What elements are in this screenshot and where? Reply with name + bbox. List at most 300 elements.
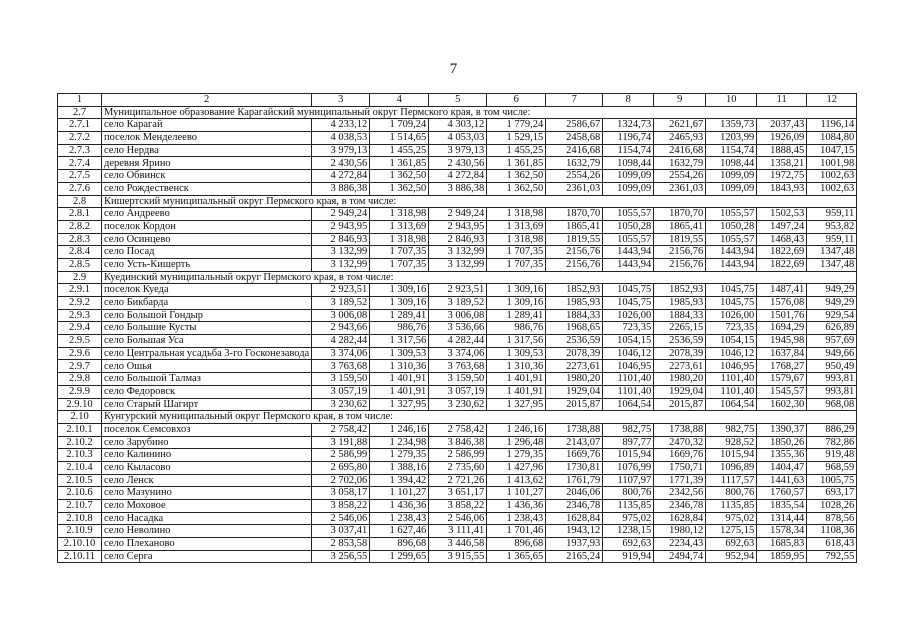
tariff-value-cell: 2 943,95 <box>312 220 370 233</box>
section-header-row <box>58 411 857 424</box>
section-header-row <box>58 106 857 119</box>
tariff-value-cell: 1870,70 <box>546 208 603 221</box>
tariff-value-cell: 1888,45 <box>757 144 807 157</box>
tariff-value-cell: 1101,40 <box>603 373 654 386</box>
section-code: 2.10 <box>58 411 102 424</box>
tariff-value-cell: 1238,15 <box>603 525 654 538</box>
tariff-value-cell: 1980,12 <box>654 525 706 538</box>
tariff-value-cell: 1015,94 <box>603 449 654 462</box>
table-body <box>58 94 857 563</box>
tariff-value-cell: 919,94 <box>603 550 654 563</box>
section-code: 2.9 <box>58 271 102 284</box>
tariff-value-cell: 3 191,88 <box>312 436 370 449</box>
row-code: 2.7.4 <box>58 157 102 170</box>
section-code: 2.7 <box>58 106 102 119</box>
row-code: 2.7.1 <box>58 119 102 132</box>
tariff-value-cell: 1098,44 <box>603 157 654 170</box>
table-row <box>58 258 857 271</box>
tariff-value-cell: 1576,08 <box>757 297 807 310</box>
tariff-value-cell: 1929,04 <box>654 385 706 398</box>
tariff-value-cell: 1937,93 <box>546 538 603 551</box>
tariff-value-cell: 2 546,06 <box>312 512 370 525</box>
tariff-value-cell: 4 282,44 <box>312 335 370 348</box>
tariff-value-cell: 1046,95 <box>706 360 757 373</box>
tariff-value-cell: 929,54 <box>807 309 857 322</box>
tariff-value-cell: 968,59 <box>807 461 857 474</box>
tariff-value-cell: 3 886,38 <box>312 182 370 195</box>
tariff-value-cell: 4 053,03 <box>429 132 487 145</box>
settlement-name: село Нердва <box>102 144 312 157</box>
row-code: 2.9.3 <box>58 309 102 322</box>
table-row <box>58 474 857 487</box>
tariff-value-cell: 1 313,69 <box>487 220 546 233</box>
tariff-value-cell: 1196,74 <box>603 132 654 145</box>
tariff-value-cell: 1 427,96 <box>487 461 546 474</box>
tariff-value-cell: 1117,57 <box>706 474 757 487</box>
row-code: 2.9.7 <box>58 360 102 373</box>
tariff-value-cell: 1 309,53 <box>487 347 546 360</box>
tariff-value-cell: 949,29 <box>807 297 857 310</box>
tariff-value-cell: 2156,76 <box>546 258 603 271</box>
tariff-value-cell: 1026,00 <box>603 309 654 322</box>
tariff-value-cell: 1355,36 <box>757 449 807 462</box>
settlement-name: село Ленск <box>102 474 312 487</box>
tariff-value-cell: 896,68 <box>487 538 546 551</box>
settlement-name: поселок Куеда <box>102 284 312 297</box>
table-row <box>58 132 857 145</box>
tariff-value-cell: 1 310,36 <box>487 360 546 373</box>
tariff-value-cell: 2536,59 <box>546 335 603 348</box>
tariff-value-cell: 1 238,43 <box>370 512 429 525</box>
tariff-value-cell: 2234,43 <box>654 538 706 551</box>
tariff-value-cell: 952,94 <box>706 550 757 563</box>
tariff-value-cell: 1 707,35 <box>487 258 546 271</box>
tariff-value-cell: 1602,30 <box>757 398 807 411</box>
tariff-value-cell: 1045,75 <box>706 297 757 310</box>
tariff-value-cell: 1 317,56 <box>370 335 429 348</box>
settlement-name: село Обвинск <box>102 170 312 183</box>
tariff-value-cell: 986,76 <box>487 322 546 335</box>
tariff-value-cell: 2 758,42 <box>312 423 370 436</box>
table-row <box>58 144 857 157</box>
tariff-value-cell: 2536,59 <box>654 335 706 348</box>
tariff-value-cell: 3 651,17 <box>429 487 487 500</box>
tariff-value-cell: 3 230,62 <box>312 398 370 411</box>
tariff-value-cell: 1819,55 <box>654 233 706 246</box>
tariff-value-cell: 3 886,38 <box>429 182 487 195</box>
table-row <box>58 550 857 563</box>
tariff-value-cell: 2143,07 <box>546 436 603 449</box>
settlement-name: село Большая Уса <box>102 335 312 348</box>
tariff-value-cell: 1154,74 <box>706 144 757 157</box>
column-number-cell: 8 <box>603 94 654 107</box>
tariff-value-cell: 1015,94 <box>706 449 757 462</box>
table-row <box>58 335 857 348</box>
settlement-name: поселок Семсовхоз <box>102 423 312 436</box>
tariff-value-cell: 957,69 <box>807 335 857 348</box>
settlement-name: село Рождественск <box>102 182 312 195</box>
row-code: 2.9.8 <box>58 373 102 386</box>
tariff-value-cell: 1 101,27 <box>370 487 429 500</box>
tariff-value-cell: 2 695,80 <box>312 461 370 474</box>
tariff-value-cell: 993,81 <box>807 373 857 386</box>
tariff-value-cell: 1 707,35 <box>370 246 429 259</box>
tariff-value-cell: 2346,78 <box>546 500 603 513</box>
tariff-value-cell: 1545,57 <box>757 385 807 398</box>
tariff-value-cell: 692,63 <box>603 538 654 551</box>
tariff-value-cell: 1096,89 <box>706 461 757 474</box>
tariff-value-cell: 2 586,99 <box>312 449 370 462</box>
tariff-value-cell: 1819,55 <box>546 233 603 246</box>
tariff-value-cell: 1 289,41 <box>487 309 546 322</box>
tariff-value-cell: 1 310,36 <box>370 360 429 373</box>
tariff-value-cell: 692,63 <box>706 538 757 551</box>
table-row <box>58 500 857 513</box>
table-row <box>58 423 857 436</box>
tariff-value-cell: 2 949,24 <box>312 208 370 221</box>
tariff-value-cell: 3 132,99 <box>312 246 370 259</box>
table-row <box>58 157 857 170</box>
tariff-value-cell: 4 272,84 <box>312 170 370 183</box>
settlement-name: село Большой Талмаз <box>102 373 312 386</box>
page-number: 7 <box>449 61 458 77</box>
tariff-value-cell: 968,08 <box>807 398 857 411</box>
settlement-name: село Серга <box>102 550 312 563</box>
tariff-value-cell: 1443,94 <box>603 258 654 271</box>
tariff-value-cell: 2458,68 <box>546 132 603 145</box>
tariff-value-cell: 1578,34 <box>757 525 807 538</box>
tariff-value-cell: 1 327,95 <box>370 398 429 411</box>
tariff-value-cell: 3 132,99 <box>429 246 487 259</box>
tariff-value-cell: 2586,67 <box>546 119 603 132</box>
tariff-value-cell: 993,81 <box>807 385 857 398</box>
tariff-value-cell: 2078,39 <box>546 347 603 360</box>
tariff-value-cell: 2 943,66 <box>312 322 370 335</box>
row-code: 2.10.3 <box>58 449 102 462</box>
tariff-value-cell: 1359,73 <box>706 119 757 132</box>
tariff-value-cell: 1 361,85 <box>370 157 429 170</box>
tariff-value-cell: 1669,76 <box>654 449 706 462</box>
tariff-value-cell: 1324,73 <box>603 119 654 132</box>
column-number-cell: 6 <box>487 94 546 107</box>
table-row <box>58 246 857 259</box>
tariff-value-cell: 1859,95 <box>757 550 807 563</box>
tariff-value-cell: 1 388,16 <box>370 461 429 474</box>
tariff-value-cell: 1045,75 <box>603 284 654 297</box>
row-code: 2.9.5 <box>58 335 102 348</box>
settlement-name: село Посад <box>102 246 312 259</box>
row-code: 2.7.2 <box>58 132 102 145</box>
tariff-value-cell: 3 132,99 <box>312 258 370 271</box>
tariff-value-cell: 3 189,52 <box>312 297 370 310</box>
row-code: 2.10.9 <box>58 525 102 538</box>
row-code: 2.10.2 <box>58 436 102 449</box>
column-number-cell: 5 <box>429 94 487 107</box>
tariff-value-cell: 982,75 <box>603 423 654 436</box>
tariff-value-cell: 1358,21 <box>757 157 807 170</box>
tariff-value-cell: 1 707,35 <box>487 246 546 259</box>
tariff-value-cell: 3 132,99 <box>429 258 487 271</box>
table-row <box>58 208 857 221</box>
row-code: 2.10.10 <box>58 538 102 551</box>
tariff-value-cell: 1985,93 <box>546 297 603 310</box>
tariff-value-cell: 1 313,69 <box>370 220 429 233</box>
table-row <box>58 373 857 386</box>
settlement-name: село Ошья <box>102 360 312 373</box>
tariff-table <box>57 93 857 563</box>
tariff-value-cell: 2156,76 <box>546 246 603 259</box>
tariff-value-cell: 1099,09 <box>603 182 654 195</box>
tariff-value-cell: 1 455,25 <box>370 144 429 157</box>
tariff-value-cell: 1 362,50 <box>370 182 429 195</box>
tariff-value-cell: 2416,68 <box>546 144 603 157</box>
tariff-value-cell: 4 282,44 <box>429 335 487 348</box>
tariff-value-cell: 1 296,48 <box>487 436 546 449</box>
tariff-value-cell: 2 758,42 <box>429 423 487 436</box>
tariff-value-cell: 1076,99 <box>603 461 654 474</box>
tariff-value-cell: 2494,74 <box>654 550 706 563</box>
table-row <box>58 512 857 525</box>
tariff-value-cell: 1 701,46 <box>487 525 546 538</box>
settlement-name: село Федоровск <box>102 385 312 398</box>
table-row <box>58 461 857 474</box>
table-row <box>58 309 857 322</box>
tariff-value-cell: 1055,57 <box>706 233 757 246</box>
tariff-value-cell: 1203,99 <box>706 132 757 145</box>
table-row <box>58 170 857 183</box>
tariff-value-cell: 3 915,55 <box>429 550 487 563</box>
tariff-value-cell: 1390,37 <box>757 423 807 436</box>
tariff-value-cell: 723,35 <box>706 322 757 335</box>
tariff-value-cell: 2015,87 <box>654 398 706 411</box>
tariff-value-cell: 3 979,13 <box>312 144 370 157</box>
tariff-value-cell: 1628,84 <box>654 512 706 525</box>
row-code: 2.7.5 <box>58 170 102 183</box>
table-row <box>58 385 857 398</box>
row-code: 2.7.3 <box>58 144 102 157</box>
tariff-value-cell: 2 702,06 <box>312 474 370 487</box>
tariff-value-cell: 1738,88 <box>654 423 706 436</box>
tariff-value-cell: 2 923,51 <box>312 284 370 297</box>
tariff-value-cell: 1 709,24 <box>370 119 429 132</box>
tariff-value-cell: 3 256,55 <box>312 550 370 563</box>
tariff-value-cell: 1 401,91 <box>487 373 546 386</box>
tariff-value-cell: 792,55 <box>807 550 857 563</box>
settlement-name: деревня Ярино <box>102 157 312 170</box>
tariff-value-cell: 2 923,51 <box>429 284 487 297</box>
tariff-value-cell: 2265,15 <box>654 322 706 335</box>
tariff-value-cell: 1 309,53 <box>370 347 429 360</box>
tariff-value-cell: 2554,26 <box>546 170 603 183</box>
tariff-value-cell: 1 401,91 <box>487 385 546 398</box>
tariff-value-cell: 2 430,56 <box>429 157 487 170</box>
tariff-value-cell: 2465,93 <box>654 132 706 145</box>
tariff-value-cell: 1046,95 <box>603 360 654 373</box>
tariff-value-cell: 618,43 <box>807 538 857 551</box>
tariff-value-cell: 1980,20 <box>654 373 706 386</box>
tariff-value-cell: 782,86 <box>807 436 857 449</box>
tariff-value-cell: 1045,75 <box>603 297 654 310</box>
tariff-value-cell: 949,29 <box>807 284 857 297</box>
tariff-value-cell: 2 721,26 <box>429 474 487 487</box>
tariff-value-cell: 1026,00 <box>706 309 757 322</box>
tariff-value-cell: 1501,76 <box>757 309 807 322</box>
tariff-value-cell: 2 846,93 <box>429 233 487 246</box>
tariff-value-cell: 1047,15 <box>807 144 857 157</box>
tariff-value-cell: 3 159,50 <box>312 373 370 386</box>
settlement-name: село Зарубино <box>102 436 312 449</box>
tariff-value-cell: 2 586,99 <box>429 449 487 462</box>
tariff-value-cell: 1 436,36 <box>487 500 546 513</box>
tariff-value-cell: 2361,03 <box>654 182 706 195</box>
tariff-value-cell: 1 234,98 <box>370 436 429 449</box>
section-header-row <box>58 271 857 284</box>
tariff-value-cell: 3 374,06 <box>429 347 487 360</box>
tariff-value-cell: 1 401,91 <box>370 373 429 386</box>
tariff-value-cell: 1760,57 <box>757 487 807 500</box>
settlement-name: село Усть-Кишерть <box>102 258 312 271</box>
tariff-value-cell: 1669,76 <box>546 449 603 462</box>
settlement-name: село Моховое <box>102 500 312 513</box>
tariff-value-cell: 1 279,35 <box>370 449 429 462</box>
row-code: 2.8.1 <box>58 208 102 221</box>
tariff-value-cell: 3 858,22 <box>429 500 487 513</box>
tariff-value-cell: 1 309,16 <box>370 284 429 297</box>
tariff-value-cell: 1632,79 <box>546 157 603 170</box>
tariff-value-cell: 1099,09 <box>706 170 757 183</box>
tariff-value-cell: 2621,67 <box>654 119 706 132</box>
tariff-value-cell: 2165,24 <box>546 550 603 563</box>
tariff-value-cell: 693,17 <box>807 487 857 500</box>
tariff-value-cell: 1 101,27 <box>487 487 546 500</box>
settlement-name: село Карагай <box>102 119 312 132</box>
tariff-value-cell: 1 246,16 <box>487 423 546 436</box>
tariff-value-cell: 1154,74 <box>603 144 654 157</box>
row-code: 2.8.3 <box>58 233 102 246</box>
tariff-value-cell: 982,75 <box>706 423 757 436</box>
tariff-value-cell: 1943,12 <box>546 525 603 538</box>
tariff-value-cell: 897,77 <box>603 436 654 449</box>
tariff-value-cell: 1487,41 <box>757 284 807 297</box>
tariff-value-cell: 1 317,56 <box>487 335 546 348</box>
row-code: 2.10.11 <box>58 550 102 563</box>
settlement-name: село Осинцево <box>102 233 312 246</box>
row-code: 2.9.2 <box>58 297 102 310</box>
tariff-value-cell: 3 846,38 <box>429 436 487 449</box>
tariff-value-cell: 1 707,35 <box>370 258 429 271</box>
tariff-value-cell: 2 949,24 <box>429 208 487 221</box>
tariff-value-cell: 1 327,95 <box>487 398 546 411</box>
table-row <box>58 398 857 411</box>
tariff-value-cell: 1768,27 <box>757 360 807 373</box>
tariff-value-cell: 1050,28 <box>603 220 654 233</box>
section-header-row <box>58 195 857 208</box>
column-number-cell: 7 <box>546 94 603 107</box>
tariff-value-cell: 1 436,36 <box>370 500 429 513</box>
column-number-cell: 2 <box>102 94 312 107</box>
table-row <box>58 284 857 297</box>
tariff-value-cell: 1972,75 <box>757 170 807 183</box>
tariff-value-cell: 1 455,25 <box>487 144 546 157</box>
tariff-value-cell: 950,49 <box>807 360 857 373</box>
tariff-value-cell: 1347,48 <box>807 246 857 259</box>
tariff-value-cell: 1 413,62 <box>487 474 546 487</box>
table-row <box>58 322 857 335</box>
tariff-value-cell: 1098,44 <box>706 157 757 170</box>
tariff-value-cell: 4 272,84 <box>429 170 487 183</box>
tariff-value-cell: 1196,14 <box>807 119 857 132</box>
column-number-cell: 12 <box>807 94 857 107</box>
tariff-value-cell: 3 111,41 <box>429 525 487 538</box>
tariff-value-cell: 1064,54 <box>603 398 654 411</box>
tariff-value-cell: 1926,09 <box>757 132 807 145</box>
tariff-value-cell: 1 289,41 <box>370 309 429 322</box>
tariff-value-cell: 986,76 <box>370 322 429 335</box>
tariff-value-cell: 3 189,52 <box>429 297 487 310</box>
settlement-name: село Бикбарда <box>102 297 312 310</box>
tariff-value-cell: 1822,69 <box>757 258 807 271</box>
tariff-value-cell: 1 361,85 <box>487 157 546 170</box>
tariff-value-cell: 1 309,16 <box>487 297 546 310</box>
tariff-value-cell: 2046,06 <box>546 487 603 500</box>
tariff-value-cell: 1101,40 <box>603 385 654 398</box>
section-code: 2.8 <box>58 195 102 208</box>
settlement-name: село Насадка <box>102 512 312 525</box>
tariff-value-cell: 2078,39 <box>654 347 706 360</box>
tariff-value-cell: 1055,57 <box>706 208 757 221</box>
tariff-value-cell: 1443,94 <box>603 246 654 259</box>
tariff-value-cell: 886,29 <box>807 423 857 436</box>
tariff-value-cell: 3 979,13 <box>429 144 487 157</box>
tariff-value-cell: 1441,63 <box>757 474 807 487</box>
tariff-value-cell: 1275,15 <box>706 525 757 538</box>
tariff-value-cell: 1884,33 <box>654 309 706 322</box>
tariff-value-cell: 1101,40 <box>706 373 757 386</box>
section-title: Кишертский муниципальный округ Пермского края, в том числе: <box>102 195 857 208</box>
tariff-value-cell: 1 309,16 <box>370 297 429 310</box>
tariff-value-cell: 2 943,95 <box>429 220 487 233</box>
table-row <box>58 449 857 462</box>
tariff-value-cell: 2156,76 <box>654 246 706 259</box>
tariff-value-cell: 1 627,46 <box>370 525 429 538</box>
row-code: 2.10.1 <box>58 423 102 436</box>
tariff-value-cell: 2273,61 <box>654 360 706 373</box>
tariff-value-cell: 626,89 <box>807 322 857 335</box>
tariff-value-cell: 975,02 <box>603 512 654 525</box>
tariff-value-cell: 1 318,98 <box>487 208 546 221</box>
tariff-value-cell: 3 536,66 <box>429 322 487 335</box>
section-title: Муниципальное образование Карагайский муниципальный округ Пермского края, в том числе: <box>102 106 857 119</box>
settlement-name: село Мазунино <box>102 487 312 500</box>
tariff-value-cell: 1884,33 <box>546 309 603 322</box>
row-code: 2.8.4 <box>58 246 102 259</box>
column-number-cell: 9 <box>654 94 706 107</box>
settlement-name: поселок Кордон <box>102 220 312 233</box>
tariff-value-cell: 1822,69 <box>757 246 807 259</box>
tariff-value-cell: 1865,41 <box>546 220 603 233</box>
row-code: 2.10.4 <box>58 461 102 474</box>
settlement-name: село Андреево <box>102 208 312 221</box>
tariff-value-cell: 3 446,58 <box>429 538 487 551</box>
tariff-value-cell: 1 362,50 <box>487 170 546 183</box>
tariff-value-cell: 1101,40 <box>706 385 757 398</box>
tariff-value-cell: 959,11 <box>807 208 857 221</box>
tariff-value-cell: 1468,43 <box>757 233 807 246</box>
tariff-value-cell: 1738,88 <box>546 423 603 436</box>
settlement-name: село Калинино <box>102 449 312 462</box>
table-row <box>58 360 857 373</box>
settlement-name: село Старый Шагирт <box>102 398 312 411</box>
